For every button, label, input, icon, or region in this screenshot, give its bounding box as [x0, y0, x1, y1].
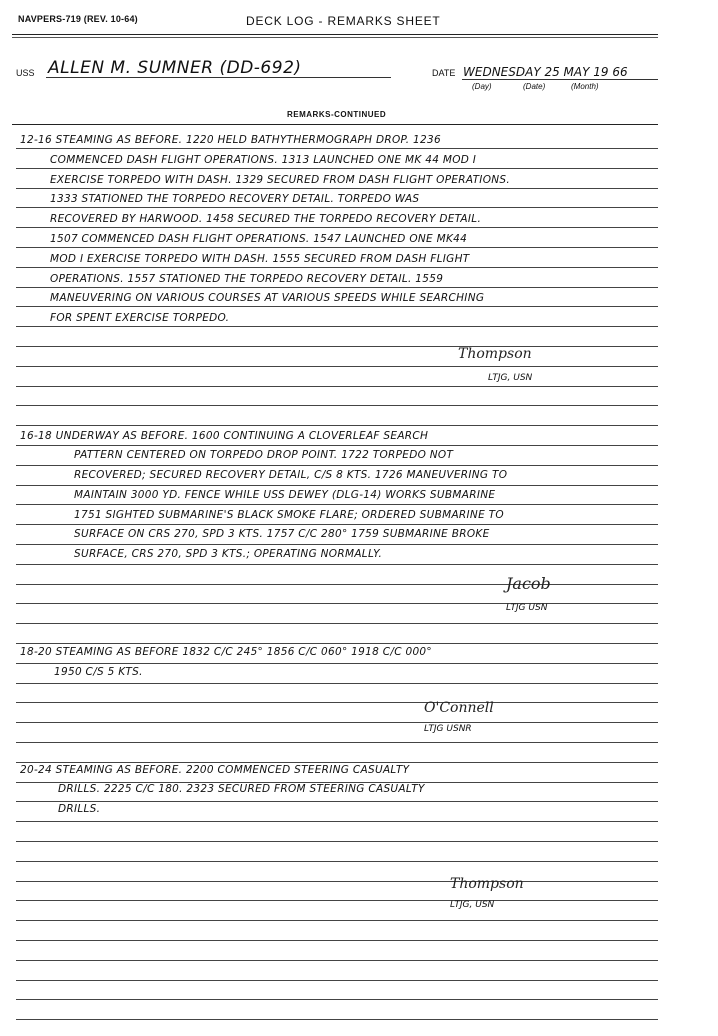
ruled-line — [16, 465, 658, 466]
officer-signature: Thompson — [458, 346, 532, 362]
date-line — [462, 79, 658, 80]
entry-line: SURFACE ON CRS 270, SPD 3 KTS. 1757 C/C 280° 1759 SUBMARINE BROKE — [74, 528, 490, 540]
officer-rank: LTJG, USN — [488, 373, 533, 383]
officer-signature: O'Connell — [424, 700, 494, 716]
ruled-line — [16, 861, 658, 862]
ruled-line — [16, 227, 658, 228]
entry-line: EXERCISE TORPEDO WITH DASH. 1329 SECURED FROM DASH FLIGHT OPERATIONS. — [50, 174, 511, 186]
ruled-line — [16, 148, 658, 149]
entry-line: FOR SPENT EXERCISE TORPEDO. — [50, 312, 230, 324]
date-caption-month: (Month) — [571, 82, 599, 91]
remarks-continued-label: REMARKS-CONTINUED — [287, 110, 387, 119]
ruled-line — [16, 821, 658, 822]
ruled-line — [16, 742, 658, 743]
ruled-line — [16, 940, 658, 941]
ruled-line — [16, 900, 658, 901]
ruled-line — [16, 306, 658, 307]
officer-signature: Thompson — [450, 876, 524, 892]
ruled-line — [16, 287, 658, 288]
entry-line: 1751 SIGHTED SUBMARINE'S BLACK SMOKE FLARE; ORDERED SUBMARINE TO — [74, 509, 504, 521]
ruled-line — [16, 445, 658, 446]
ruled-line — [16, 762, 658, 763]
officer-rank: LTJG, USN — [450, 900, 495, 910]
entry-line: 20-24 STEAMING AS BEFORE. 2200 COMMENCED STEERING CASUALTY — [20, 764, 410, 776]
entry-line: SURFACE, CRS 270, SPD 3 KTS.; OPERATING NORMALLY. — [74, 548, 383, 560]
officer-rank: LTJG USNR — [424, 724, 472, 734]
ruled-line — [16, 544, 658, 545]
entry-line: RECOVERED; SECURED RECOVERY DETAIL, C/S 8 KTS. 1726 MANEUVERING TO — [74, 469, 508, 481]
entry-line: DRILLS. 2225 C/C 180. 2323 SECURED FROM STEERING CASUALTY — [58, 783, 425, 795]
ruled-line — [16, 999, 658, 1000]
entry-line: 12-16 STEAMING AS BEFORE. 1220 HELD BATHYTHERMOGRAPH DROP. 1236 — [20, 134, 441, 146]
ship-name: ALLEN M. SUMNER (DD-692) — [48, 58, 302, 78]
ruled-line — [16, 405, 658, 406]
form-number: NAVPERS-719 (REV. 10-64) — [18, 14, 138, 24]
ruled-line — [16, 801, 658, 802]
ruled-line — [16, 603, 658, 604]
date-caption-date: (Date) — [523, 82, 546, 91]
ruled-line — [16, 346, 658, 347]
ship-name-line — [46, 77, 391, 78]
ruled-line — [16, 366, 658, 367]
ruled-line — [16, 386, 658, 387]
entry-line: COMMENCED DASH FLIGHT OPERATIONS. 1313 LAUNCHED ONE MK 44 MOD I — [50, 154, 477, 166]
form-title: DECK LOG - REMARKS SHEET — [246, 14, 441, 28]
ruled-line — [16, 702, 658, 703]
header-rule — [12, 34, 658, 35]
entry-line: 1950 C/S 5 KTS. — [54, 666, 143, 678]
ruled-line — [16, 267, 658, 268]
ruled-line — [16, 504, 658, 505]
ruled-line — [16, 168, 658, 169]
ruled-line — [16, 584, 658, 585]
entry-line: DRILLS. — [58, 803, 101, 815]
ruled-line — [16, 485, 658, 486]
officer-signature: Jacob — [506, 574, 551, 593]
ruled-line — [16, 524, 658, 525]
entry-line: PATTERN CENTERED ON TORPEDO DROP POINT. 1722 TORPEDO NOT — [74, 449, 454, 461]
entry-line: OPERATIONS. 1557 STATIONED THE TORPEDO RECOVERY DETAIL. 1559 — [50, 273, 444, 285]
entry-line: MAINTAIN 3000 YD. FENCE WHILE USS DEWEY (DLG-14) WORKS SUBMARINE — [74, 489, 496, 501]
ruled-line — [16, 722, 658, 723]
uss-label: USS — [16, 68, 35, 78]
ruled-line — [16, 643, 658, 644]
entry-line: RECOVERED BY HARWOOD. 1458 SECURED THE TORPEDO RECOVERY DETAIL. — [50, 213, 482, 225]
ruled-line — [16, 1019, 658, 1020]
ruled-line — [16, 920, 658, 921]
officer-rank: LTJG USN — [506, 603, 548, 613]
date-label: DATE — [432, 68, 456, 78]
ruled-line — [16, 683, 658, 684]
remarks-top-rule — [12, 124, 658, 125]
ruled-line — [16, 247, 658, 248]
header-rule-inner — [12, 37, 658, 38]
ruled-line — [16, 960, 658, 961]
entry-line: 1333 STATIONED THE TORPEDO RECOVERY DETAIL. TORPEDO WAS — [50, 193, 420, 205]
ruled-line — [16, 188, 658, 189]
entry-line: 18-20 STEAMING AS BEFORE 1832 C/C 245° 1856 C/C 060° 1918 C/C 000° — [20, 646, 432, 658]
ruled-line — [16, 841, 658, 842]
ruled-line — [16, 980, 658, 981]
ruled-line — [16, 623, 658, 624]
ruled-line — [16, 207, 658, 208]
ruled-line — [16, 326, 658, 327]
ruled-line — [16, 663, 658, 664]
entry-line: 1507 COMMENCED DASH FLIGHT OPERATIONS. 1547 LAUNCHED ONE MK44 — [50, 233, 468, 245]
entry-line: 16-18 UNDERWAY AS BEFORE. 1600 CONTINUING A CLOVERLEAF SEARCH — [20, 430, 429, 442]
ruled-line — [16, 881, 658, 882]
date-value: WEDNESDAY 25 MAY 19 66 — [463, 65, 628, 79]
entry-line: MANEUVERING ON VARIOUS COURSES AT VARIOUS SPEEDS WHILE SEARCHING — [50, 292, 485, 304]
ruled-line — [16, 564, 658, 565]
entry-line: MOD I EXERCISE TORPEDO WITH DASH. 1555 SECURED FROM DASH FLIGHT — [50, 253, 470, 265]
ruled-line — [16, 425, 658, 426]
date-caption-day: (Day) — [472, 82, 492, 91]
